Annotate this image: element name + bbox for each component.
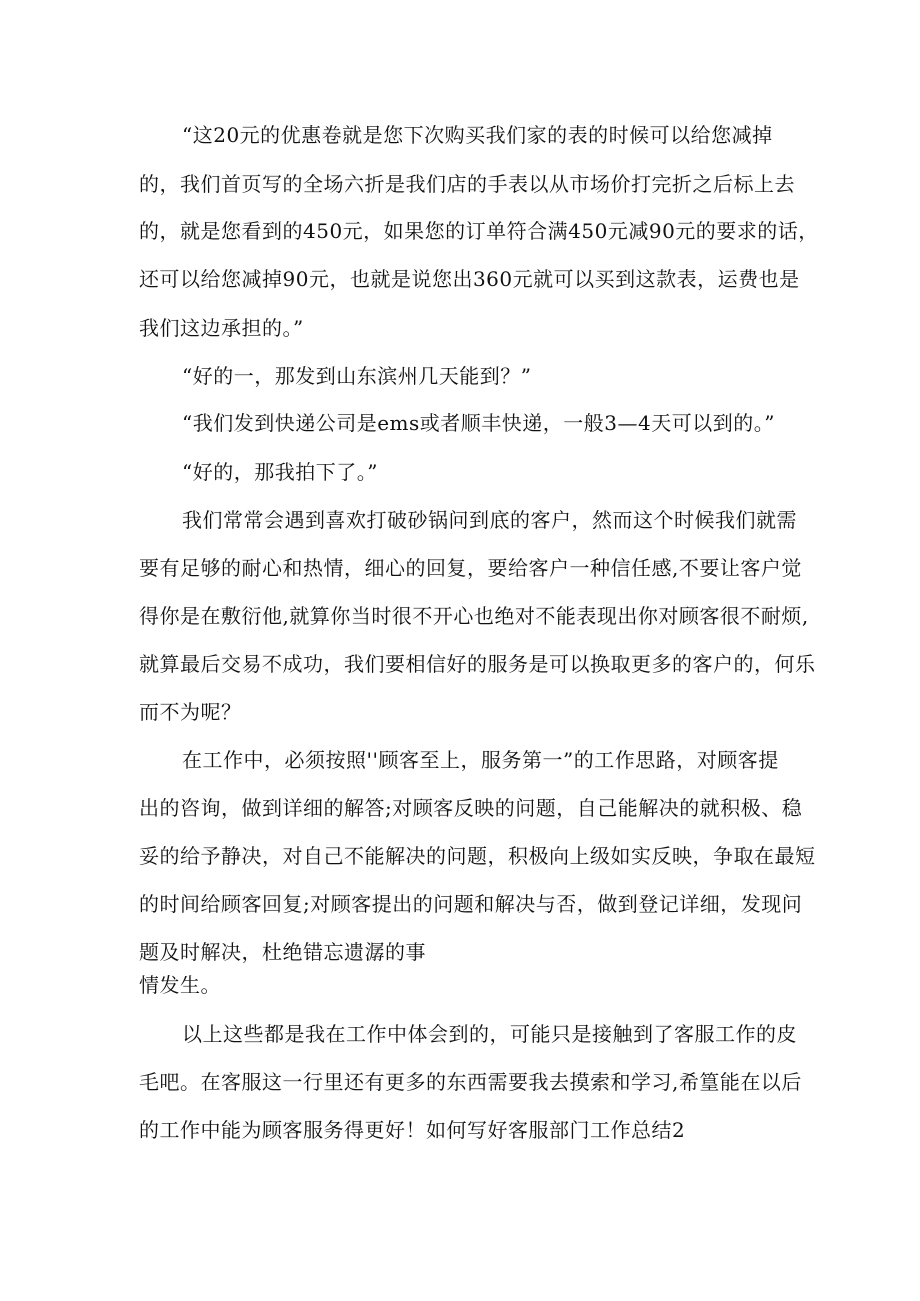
- text-line: “这20元的优惠卷就是您下次购买我们家的表的时候可以给您减掉: [182, 123, 773, 147]
- text-line: 要有足够的耐心和热情，细心的回复，要给客户一种信任感,不要让客户觉: [139, 556, 802, 580]
- text-line: 在工作中，必须按照''顾客至上，服务第一”的工作思路，对顾客提: [182, 748, 779, 772]
- text-line: 毛吧。在客服这一行里还有更多的东西需要我去摸索和学习,希篁能在以后: [139, 1070, 802, 1094]
- text-line: 我们常常会遇到喜欢打破砂锅问到底的客户，然而这个时候我们就需: [182, 508, 797, 532]
- text-line: 的时间给顾客回复;对顾客提出的问题和解决与否，做到登记详细，发现问: [139, 892, 803, 916]
- text-line: 出的咨询，做到详细的解答;对顾客反映的问题，自己能解决的就积极、稳: [139, 796, 803, 820]
- text-line: 的，我们首页写的全场六折是我们店的手表以从市场价打完折之后标上去: [139, 172, 795, 196]
- text-line: 而不为呢？: [139, 700, 242, 724]
- text-line: 的工作中能为顾客服务得更好！如何写好客服部门工作总结2: [139, 1118, 686, 1142]
- text-line: 就算最后交易不成功，我们要相信好的服务是可以换取更多的客户的，何乐: [139, 652, 816, 676]
- text-line: 妥的给予静决，对自己不能解决的问题，积极向上级如实反映，争取在最短: [139, 844, 816, 868]
- text-line: 以上这些都是我在工作中体会到的，可能只是接触到了客服工作的皮: [182, 1022, 797, 1046]
- text-line: 题及时解决，杜绝错忘遗潺的事: [139, 940, 426, 964]
- text-line: “好的，那我拍下了。”: [182, 460, 378, 484]
- text-line: “好的一，那发到山东滨州几天能到？”: [182, 364, 532, 388]
- text-line: 的，就是您看到的450元，如果您的订单符合满450元减90元的要求的话，: [139, 219, 819, 243]
- text-line: “我们发到快递公司是ems或者顺丰快递，一般3—4天可以到的。”: [182, 411, 775, 435]
- text-line: 情发生。: [139, 973, 221, 997]
- text-line: 我们这边承担的。”: [139, 316, 304, 340]
- text-line: 还可以给您减掉90元，也就是说您出360元就可以买到这款表，运费也是: [139, 267, 800, 291]
- text-line: 得你是在敷衍他,就算你当时很不开心也绝对不能表现出你对顾客很不耐烦,: [139, 604, 809, 628]
